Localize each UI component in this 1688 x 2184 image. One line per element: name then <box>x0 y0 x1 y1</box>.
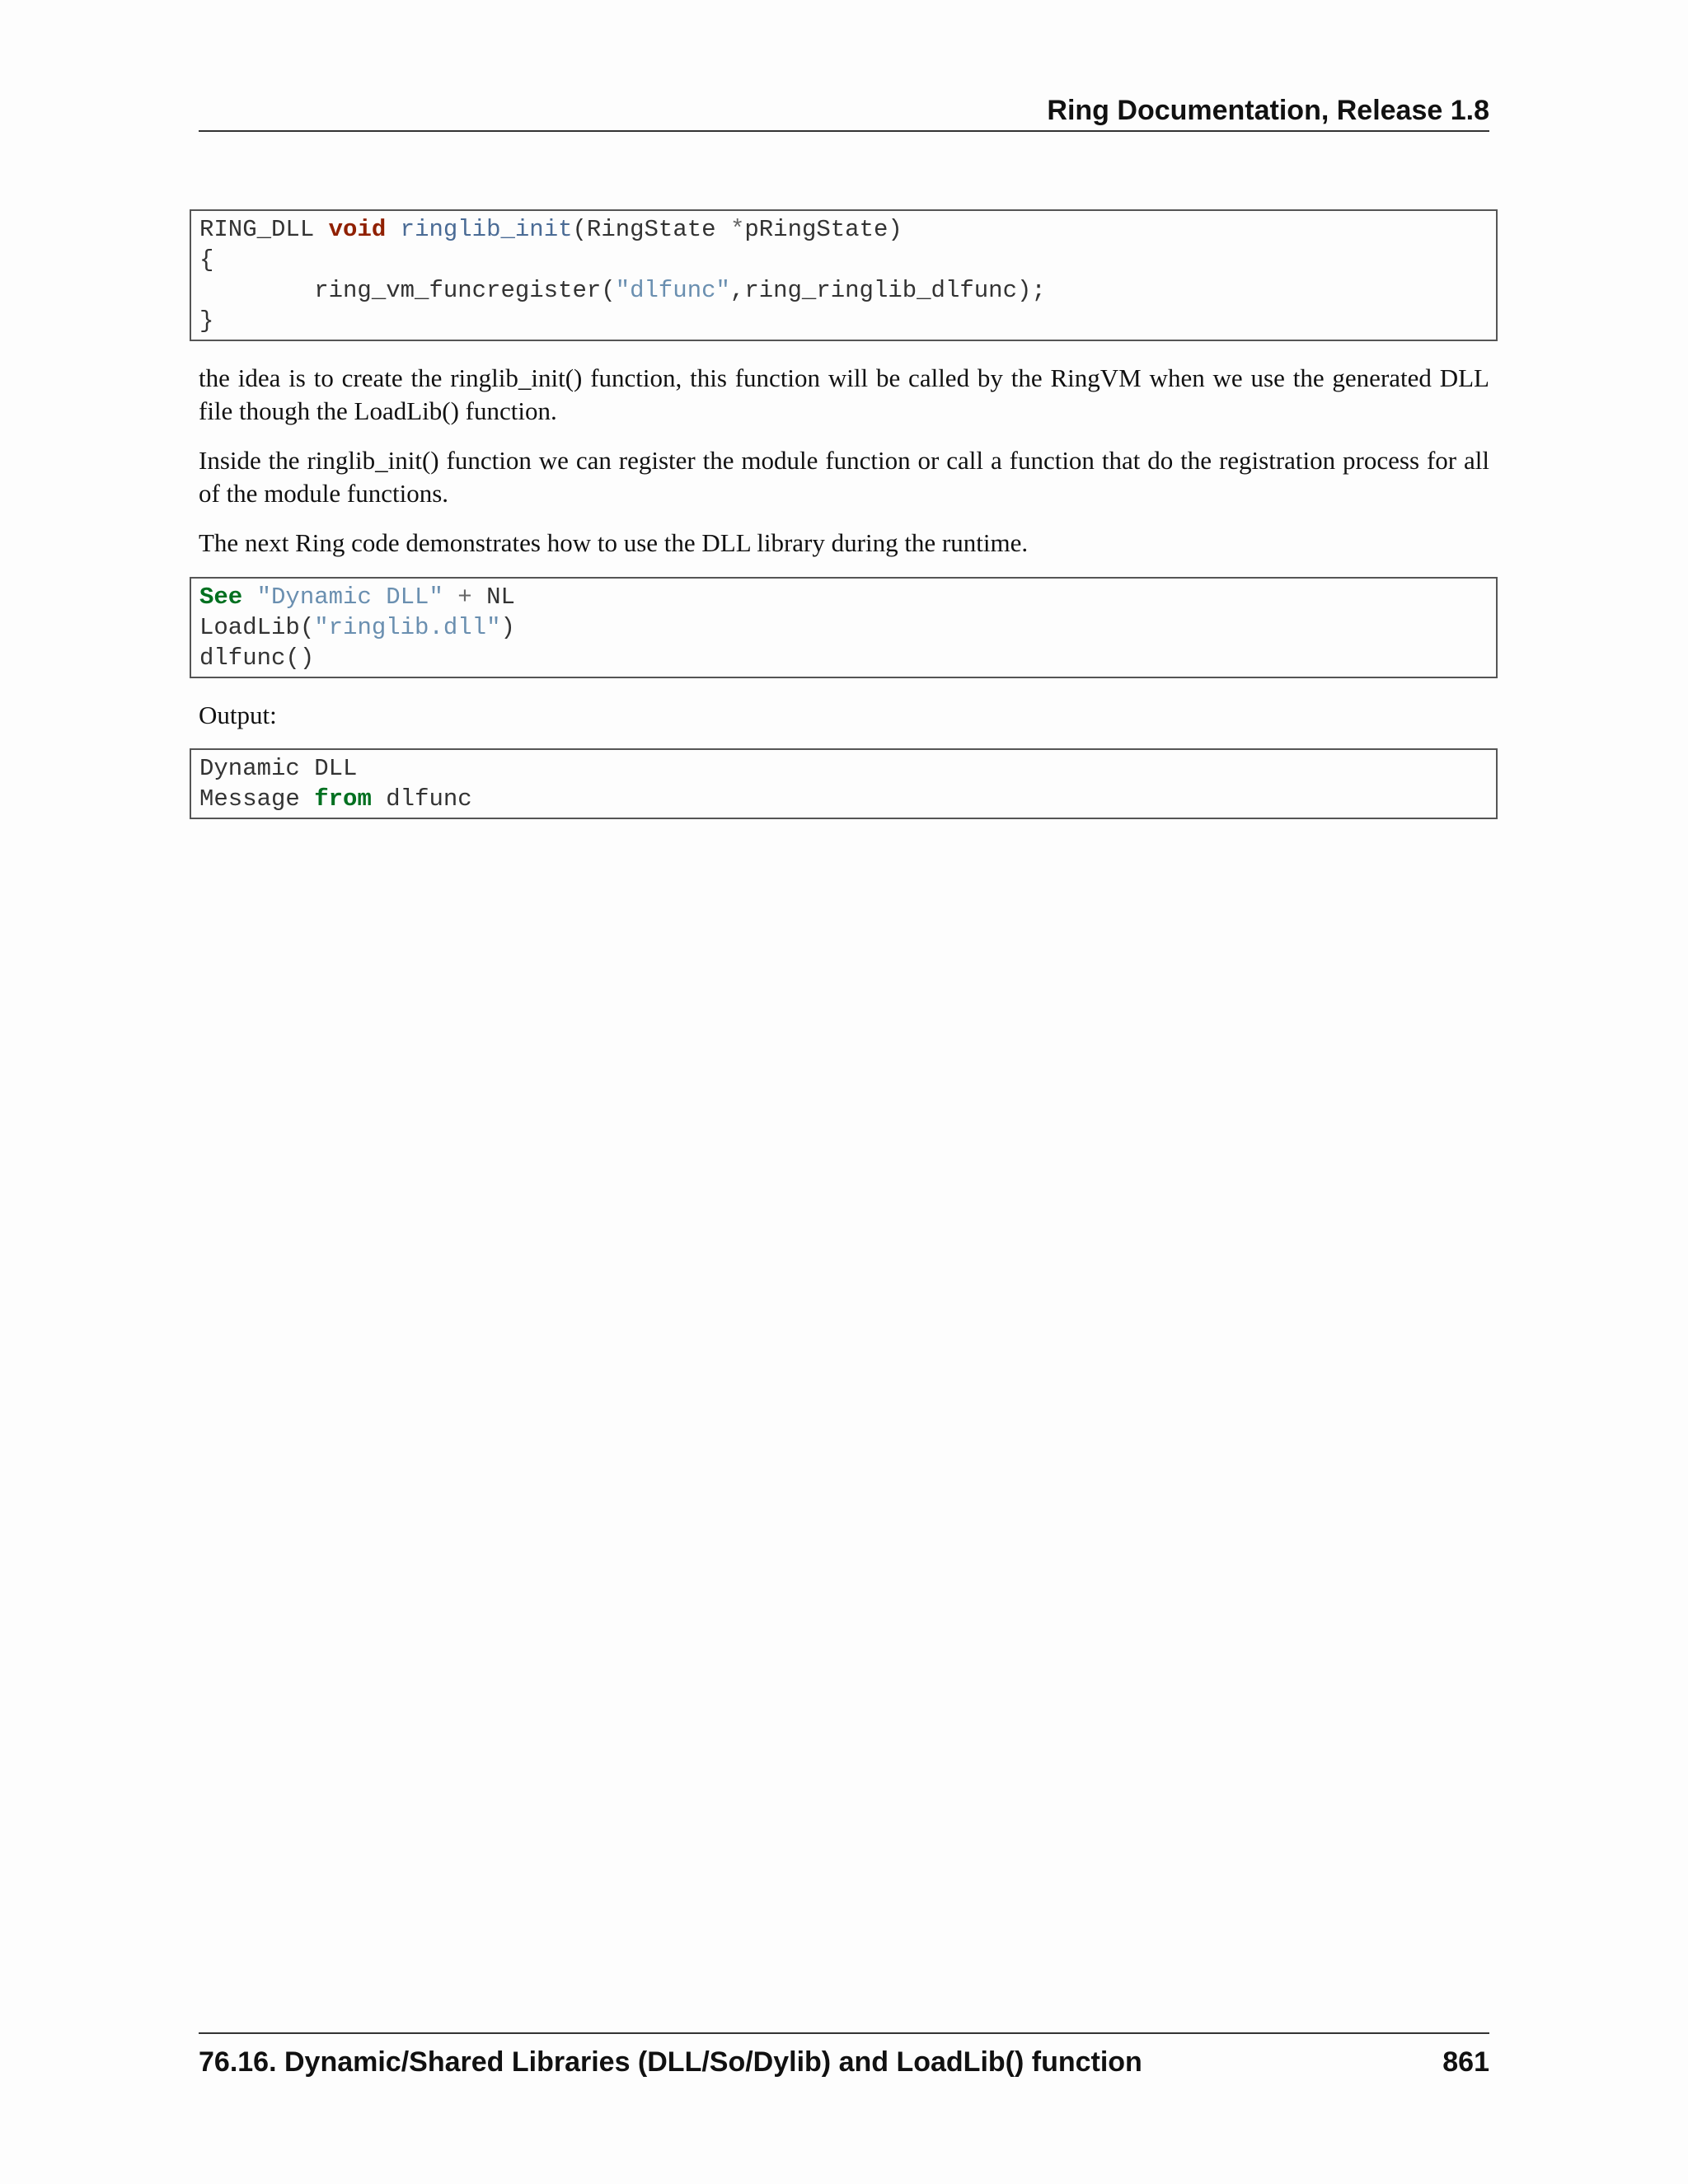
code-token: (RingState <box>572 216 730 243</box>
header-title: Ring Documentation, Release 1.8 <box>1047 95 1489 126</box>
page-header <box>199 92 1489 132</box>
code-token: ,ring_ringlib_dlfunc); <box>729 277 1046 304</box>
code-token: ring_vm_funcregister( <box>199 277 616 304</box>
code-operator: + <box>457 583 472 611</box>
footer-section-title: 76.16. Dynamic/Shared Libraries (DLL/So/Dylib) and LoadLib() function <box>199 2046 1142 2078</box>
code-token: { <box>199 246 214 274</box>
code-keyword: See <box>199 583 243 611</box>
code-line <box>199 582 1488 612</box>
code-keyword: from <box>314 785 372 813</box>
page-footer <box>199 2032 1489 2080</box>
paragraph-register-functions: Inside the ringlib_init() function we can register the module function or call a function that do the registration process for all of the module functions. <box>199 446 1489 508</box>
code-line <box>199 214 1488 245</box>
code-string: "Dynamic DLL" <box>256 583 443 611</box>
code-line <box>199 275 1488 306</box>
code-line <box>199 306 1488 336</box>
code-line <box>199 784 1488 814</box>
code-token: ) <box>500 614 515 641</box>
code-token: Dynamic DLL <box>199 755 358 782</box>
code-line <box>199 643 1488 673</box>
paragraph-output-label: Output: <box>199 701 277 729</box>
footer-page-number: 861 <box>1442 2046 1489 2078</box>
code-line <box>199 753 1488 784</box>
paragraph-demo-intro: The next Ring code demonstrates how to use the DLL library during the runtime. <box>199 528 1029 557</box>
code-block-ring-usage <box>190 577 1498 678</box>
code-token: pRingState) <box>744 216 903 243</box>
code-token: Message <box>199 785 315 813</box>
code-string: "dlfunc" <box>615 277 730 304</box>
code-token: RING_DLL <box>199 216 329 243</box>
code-line <box>199 245 1488 275</box>
code-token: NL <box>486 583 515 611</box>
code-token: dlfunc() <box>199 644 315 672</box>
code-line <box>199 612 1488 643</box>
code-keyword: void <box>328 216 387 243</box>
output-block <box>190 748 1498 819</box>
code-string: "ringlib.dll" <box>314 614 501 641</box>
code-operator: * <box>729 216 745 243</box>
code-block-ringlib-init <box>190 209 1498 341</box>
paragraph-ringlib-init-idea: the idea is to create the ringlib_init() function, this function will be called by the RingVM when we use the generated DLL file though the LoadLib() function. <box>199 363 1489 425</box>
code-token: LoadLib( <box>199 614 315 641</box>
code-function-name: ringlib_init <box>400 216 573 243</box>
code-token: } <box>199 307 214 335</box>
code-token: dlfunc <box>371 785 472 813</box>
